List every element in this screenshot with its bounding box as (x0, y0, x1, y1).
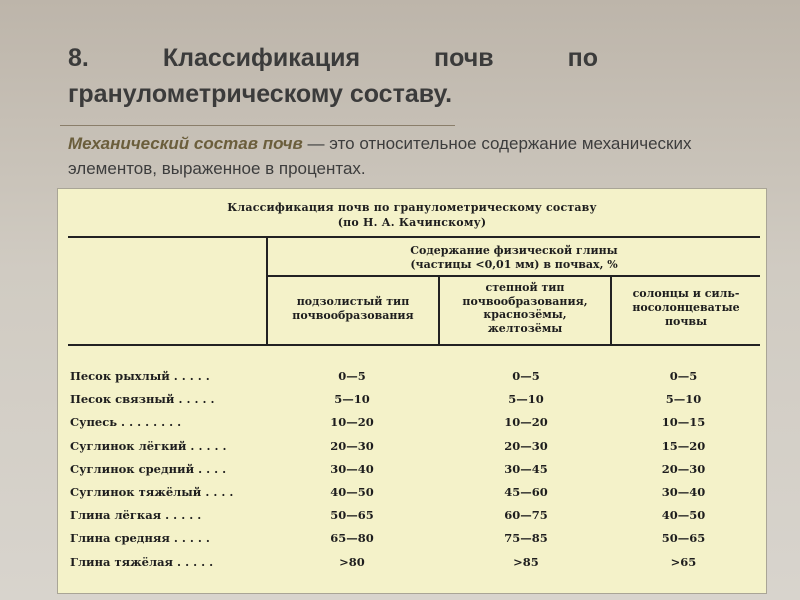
title-line-1 (68, 40, 598, 76)
value-steppe: 5—10 (508, 392, 544, 407)
table-caption: Классификация почв по гранулометрическому составу (227, 201, 597, 214)
value-podzolic: 0—5 (338, 369, 366, 383)
value-podzolic: 65—80 (330, 531, 374, 546)
group-header-line-1: Содержание физической глины (410, 244, 618, 257)
value-podzolic: 20—30 (330, 438, 374, 453)
soil-name: Супесь . . . . . . . . (70, 415, 182, 430)
value-steppe: 75—85 (504, 531, 548, 546)
definition-term: Механический состав почв (68, 134, 303, 153)
col2-header-line-3: краснозёмы, (483, 308, 567, 321)
col3-header-line-3: почвы (664, 315, 708, 328)
table-row (58, 504, 766, 527)
classification-table (57, 188, 767, 594)
table-row (58, 551, 766, 574)
value-steppe: 30—45 (504, 461, 548, 476)
table-row (58, 527, 766, 550)
col3-header-line-1: солонцы и силь- (632, 287, 740, 300)
col3-header (612, 287, 760, 329)
header-bottom-rule (68, 344, 760, 346)
value-solonets: 5—10 (665, 392, 702, 407)
soil-name: Глина средняя . . . . . (70, 531, 210, 546)
col2-header-line-2: почвообразования, (462, 294, 588, 308)
value-solonets: 0—5 (669, 369, 698, 383)
value-solonets: 30—40 (661, 484, 706, 499)
title-underline (60, 125, 455, 126)
value-solonets: 15—20 (661, 438, 706, 453)
col1-header-line-1: подзолистый тип (296, 295, 410, 308)
table-row (58, 481, 766, 504)
value-steppe: 60—75 (504, 508, 548, 523)
definition-paragraph (68, 131, 768, 181)
table-body (58, 365, 766, 574)
table-caption-author: (по Н. А. Качинскому) (337, 216, 487, 229)
value-solonets: 50—65 (661, 531, 706, 546)
title-word-1: Классификация (162, 44, 361, 72)
value-podzolic: 5—10 (334, 392, 370, 407)
soil-name: Песок связный . . . . . (70, 392, 215, 407)
value-steppe: 20—30 (504, 438, 548, 453)
value-solonets: 10—15 (661, 415, 706, 430)
col2-header-line-4: желтозёмы (487, 321, 563, 335)
soil-name: Суглинок тяжёлый . . . . (70, 484, 234, 499)
value-podzolic: >80 (339, 554, 365, 569)
value-solonets: 40—50 (661, 508, 706, 523)
title-line-2: гранулометрическому составу. (68, 80, 453, 108)
value-steppe: 10—20 (504, 415, 548, 430)
value-steppe: 0—5 (512, 369, 540, 383)
col1-header (268, 295, 438, 323)
title-word-2: почв (434, 44, 494, 72)
value-solonets: 20—30 (661, 461, 706, 476)
slide-title (68, 40, 598, 112)
value-steppe: >85 (513, 554, 539, 569)
value-steppe: 45—60 (504, 484, 548, 499)
soil-name: Глина лёгкая . . . . . (70, 508, 202, 523)
value-podzolic: 10—20 (330, 415, 374, 430)
col2-header-line-1: степной тип (485, 281, 565, 294)
title-word-3: по (567, 44, 598, 72)
group-header (268, 244, 760, 272)
table-row (58, 388, 766, 411)
group-header-rule (266, 275, 760, 277)
table-top-rule (68, 236, 760, 238)
value-solonets: >65 (670, 554, 697, 569)
table-row (58, 365, 766, 388)
soil-name: Суглинок средний . . . . (70, 461, 227, 476)
definition-text: — это относительное содержание механических элементов, выраженное в процентах. (68, 134, 692, 178)
soil-name: Глина тяжёлая . . . . . (70, 554, 214, 569)
table-row (58, 458, 766, 481)
value-podzolic: 40—50 (330, 484, 374, 499)
soil-name: Песок рыхлый . . . . . (70, 369, 210, 383)
col1-header-line-2: почвообразования (292, 309, 414, 322)
soil-name: Суглинок лёгкий . . . . . (70, 438, 227, 453)
table-row (58, 411, 766, 434)
title-number: 8. (68, 44, 89, 72)
col3-header-line-2: носолонцеватые (632, 301, 740, 314)
value-podzolic: 50—65 (330, 508, 374, 523)
col2-header (440, 281, 610, 335)
value-podzolic: 30—40 (330, 461, 374, 476)
table-row (58, 435, 766, 458)
group-header-line-2: (частицы <0,01 мм) в почвах, % (410, 258, 618, 271)
